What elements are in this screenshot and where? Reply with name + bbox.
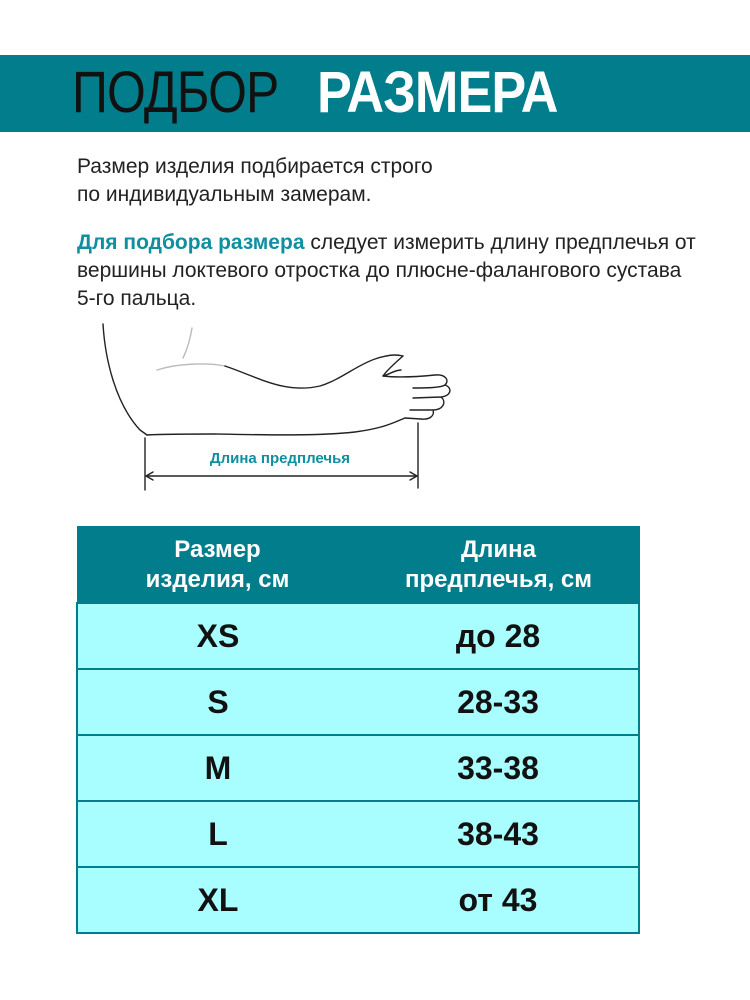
header-size-line-2: изделия, см [145, 565, 290, 593]
forearm-top [225, 355, 403, 388]
page-title-bold: РАЗМЕРА [317, 60, 558, 125]
header-length-line-2: предплечья, см [404, 565, 593, 593]
hand-top [383, 356, 447, 385]
table-row [77, 603, 639, 669]
size-cell: M [77, 735, 358, 801]
intro-line-1: Размер изделия подбирается строго [77, 155, 433, 178]
size-table [76, 526, 640, 934]
measure-label: Длина предплечья [209, 450, 351, 467]
forearm-bottom [147, 418, 405, 435]
intro-line-2: по индивидуальным замерам. [77, 183, 372, 206]
page-title-light: ПОДБОР [72, 60, 279, 125]
arm-outline-front [183, 328, 192, 358]
instruction-highlight: Для подбора размера [77, 231, 305, 254]
size-cell: XS [77, 603, 358, 669]
header-length-line-1: Длина [461, 535, 536, 563]
header-size-line-1: Размер [174, 535, 261, 563]
length-cell: 33-38 [358, 735, 639, 801]
elbow-crease [157, 364, 225, 370]
table-row [77, 669, 639, 735]
table-header-row [77, 527, 639, 604]
hand-fingers [405, 385, 450, 419]
page-title [72, 58, 558, 128]
instruction-rest: следует измерить длину предплечья от вершины локтевого отростка до плюсне-фалангового сустава 5-го пальца. [77, 231, 696, 310]
instruction-text [77, 229, 697, 313]
size-cell: L [77, 801, 358, 867]
length-cell: 38-43 [358, 801, 639, 867]
size-cell: S [77, 669, 358, 735]
table-row [77, 735, 639, 801]
arm-outline-back [103, 324, 147, 435]
table-row [77, 801, 639, 867]
intro-text [77, 153, 677, 209]
header-size [77, 527, 358, 604]
length-cell: 28-33 [358, 669, 639, 735]
size-cell: XL [77, 867, 358, 933]
header-length [358, 527, 639, 604]
length-cell: до 28 [358, 603, 639, 669]
table-row [77, 867, 639, 933]
forearm-illustration [95, 318, 465, 498]
length-cell: от 43 [358, 867, 639, 933]
